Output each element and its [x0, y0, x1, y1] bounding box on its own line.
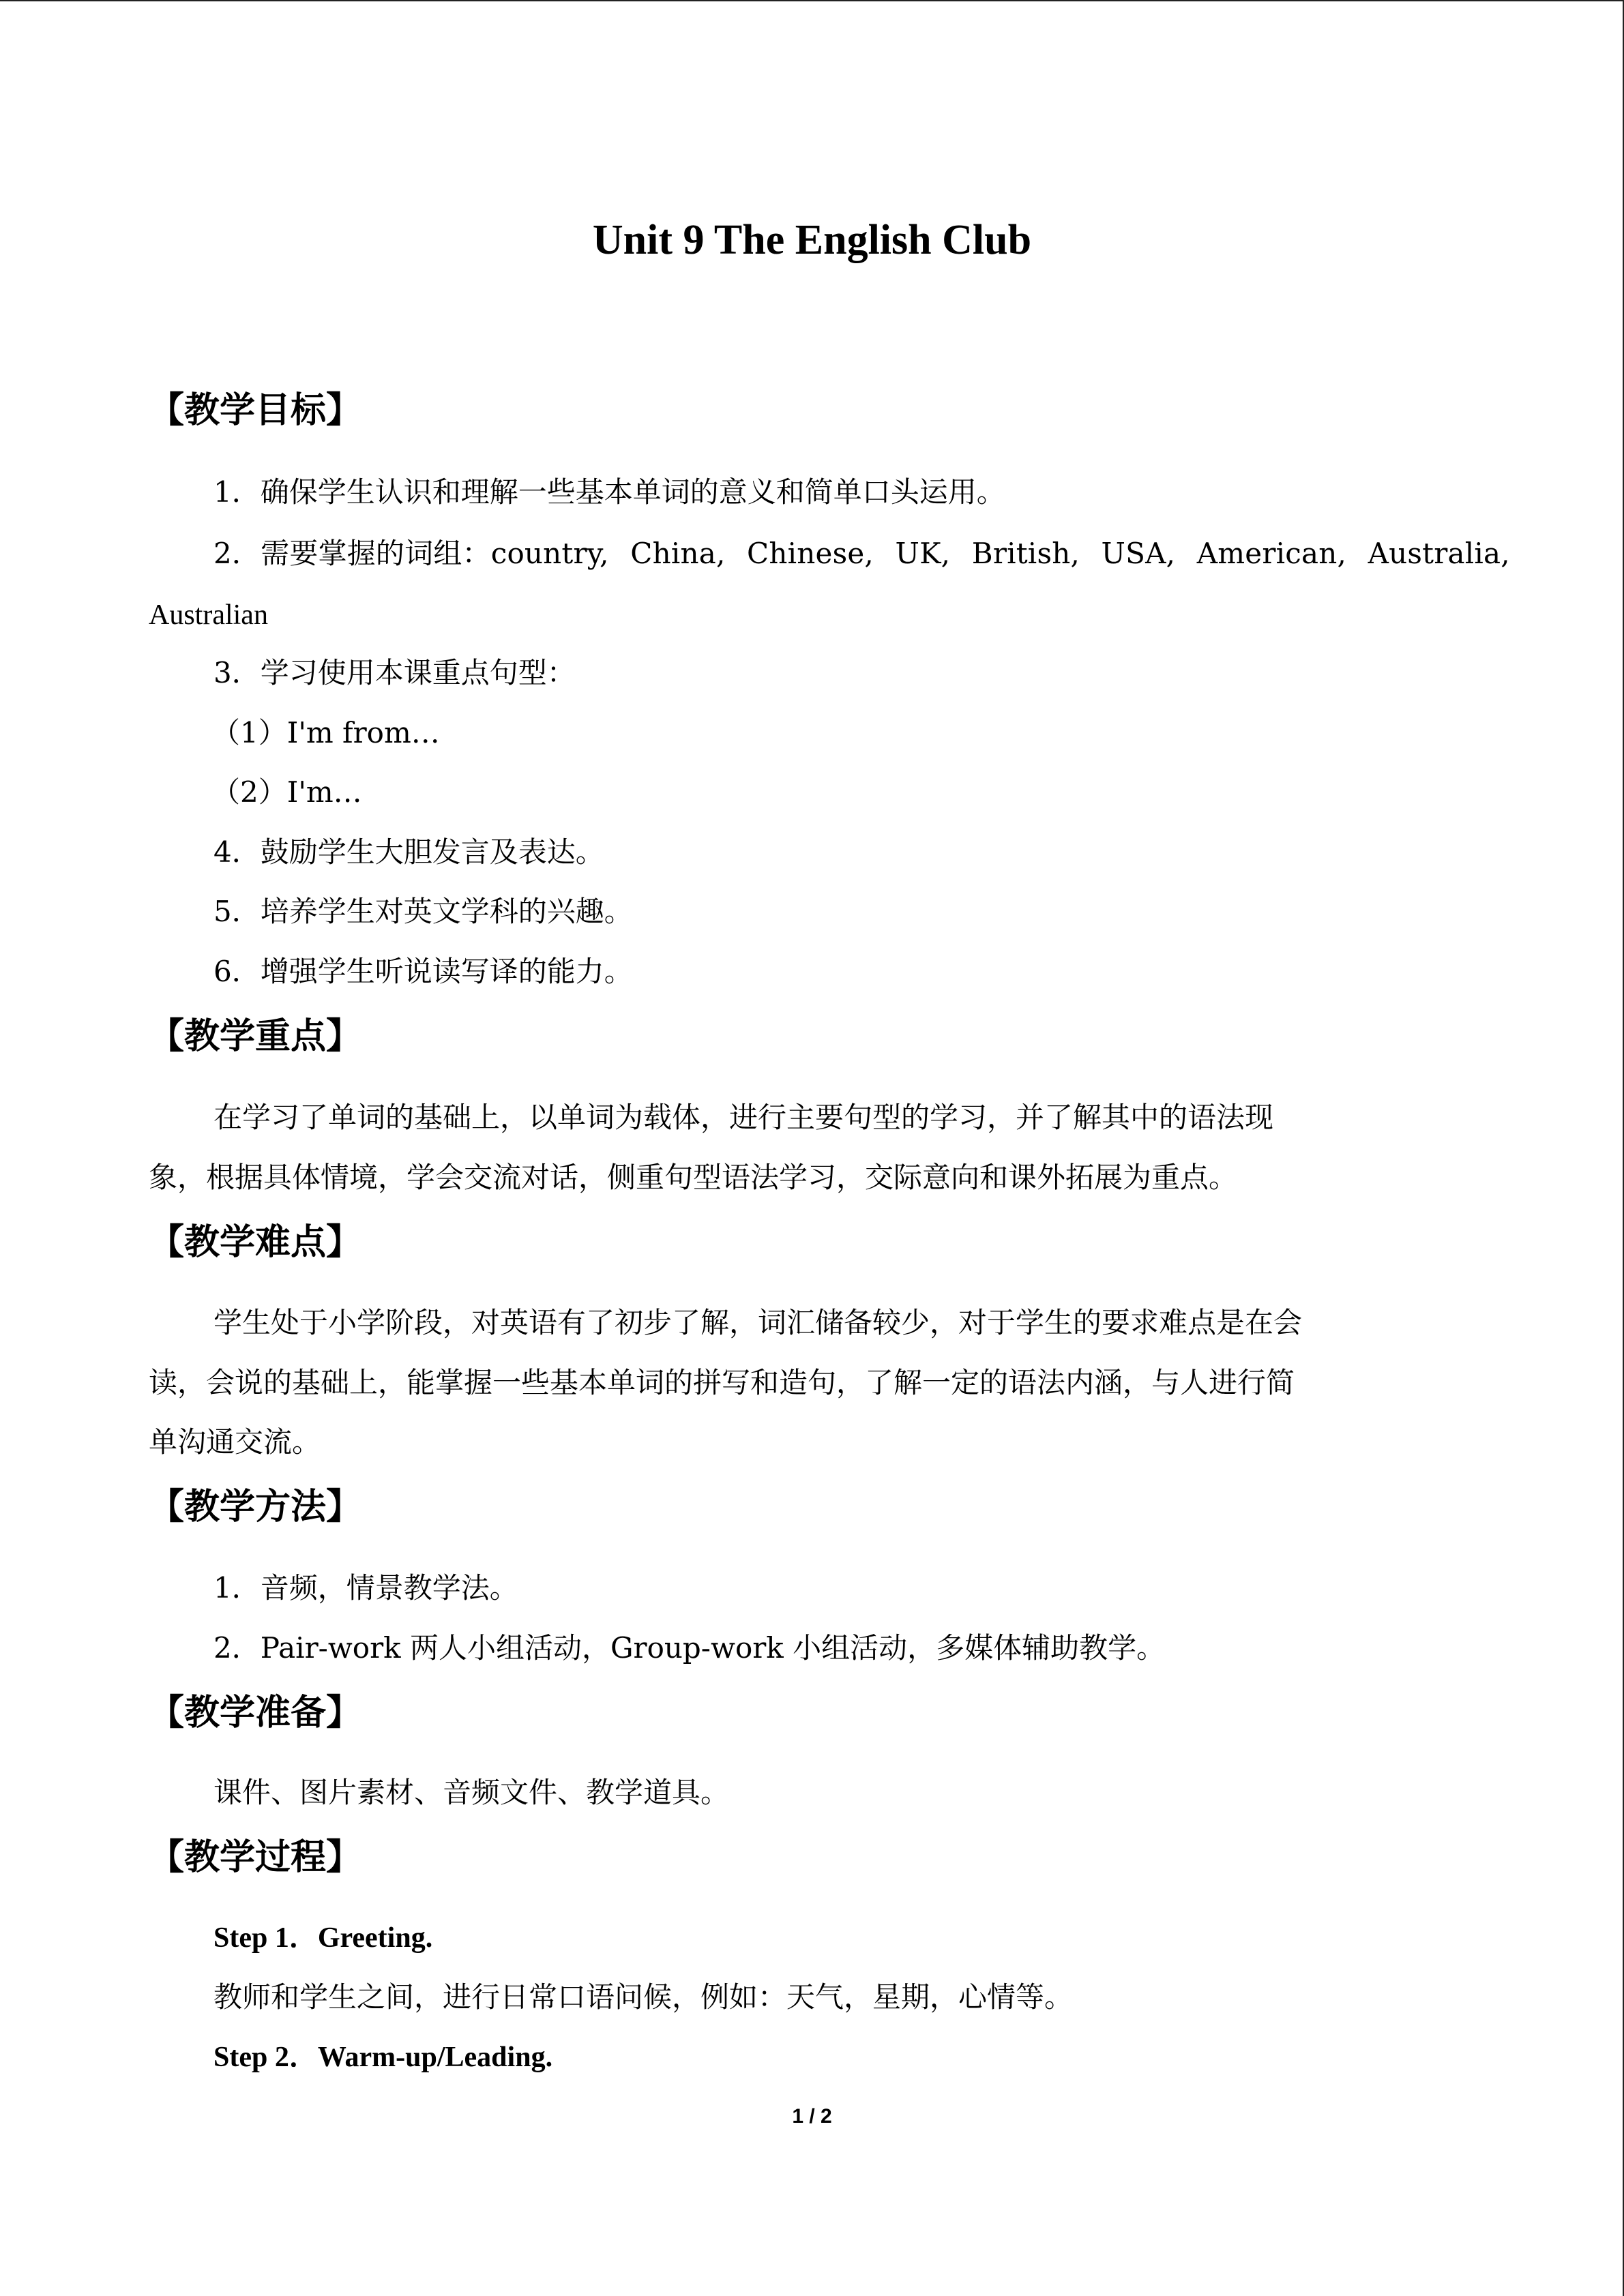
step-1-text: 教师和学生之间，进行日常口语问候，例如：天气，星期，心情等。	[213, 1980, 1074, 2014]
key-points-line-1: 在学习了单词的基础上，以单词为载体，进行主要句型的学习，并了解其中的语法现	[213, 1101, 1274, 1134]
process-heading: 【教学过程】	[149, 1837, 362, 1878]
preparation-heading: 【教学准备】	[149, 1693, 362, 1733]
sentence-pattern-1: （1）I'm from…	[211, 716, 440, 749]
objective-item-6: 6．增强学生听说读写译的能力。	[213, 955, 633, 988]
difficulties-line-2: 读，会说的基础上，能掌握一些基本单词的拼写和造句，了解一定的语法内涵，与人进行简	[149, 1366, 1295, 1399]
difficulties-heading: 【教学难点】	[149, 1222, 362, 1263]
step-2-title: Step 2．Warm-up/Leading.	[213, 2042, 553, 2073]
objective-item-2-continuation: Australian	[149, 599, 268, 631]
sentence-pattern-2: （2）I'm…	[211, 775, 362, 809]
objective-item-2-text: 2．需要掌握的词组：country, China, Chinese, UK, British, USA, American, Australia,	[213, 537, 1510, 570]
objective-item-4: 4．鼓励学生大胆发言及表达。	[213, 835, 604, 869]
step-1-title: Step 1．Greeting.	[213, 1922, 433, 1954]
difficulties-line-3: 单沟通交流。	[149, 1425, 321, 1459]
objective-item-5: 5．培养学生对英文学科的兴趣。	[213, 895, 633, 928]
difficulties-line-1: 学生处于小学阶段，对英语有了初步了解，词汇储备较少，对于学生的要求难点是在会	[213, 1306, 1303, 1339]
objective-item-3: 3．学习使用本课重点句型：	[213, 656, 576, 689]
preparation-text: 课件、图片素材、音频文件、教学道具。	[213, 1776, 730, 1809]
document-title: Unit 9 The English Club	[592, 217, 1032, 263]
objective-item-2	[213, 533, 1510, 574]
key-points-heading: 【教学重点】	[149, 1016, 362, 1057]
key-points-line-2: 象，根据具体情境，学会交流对话，侧重句型语法学习，交际意向和课外拓展为重点。	[149, 1161, 1238, 1194]
method-item-2: 2．Pair-work 两人小组活动，Group-work 小组活动，多媒体辅助教学。	[213, 1631, 1166, 1665]
methods-heading: 【教学方法】	[149, 1487, 362, 1527]
objectives-heading: 【教学目标】	[149, 390, 362, 431]
page-number: 1 / 2	[792, 2105, 832, 2128]
method-item-1: 1．音频，情景教学法。	[213, 1571, 518, 1605]
objective-item-1: 1．确保学生认识和理解一些基本单词的意义和简单口头运用。	[213, 475, 1005, 509]
